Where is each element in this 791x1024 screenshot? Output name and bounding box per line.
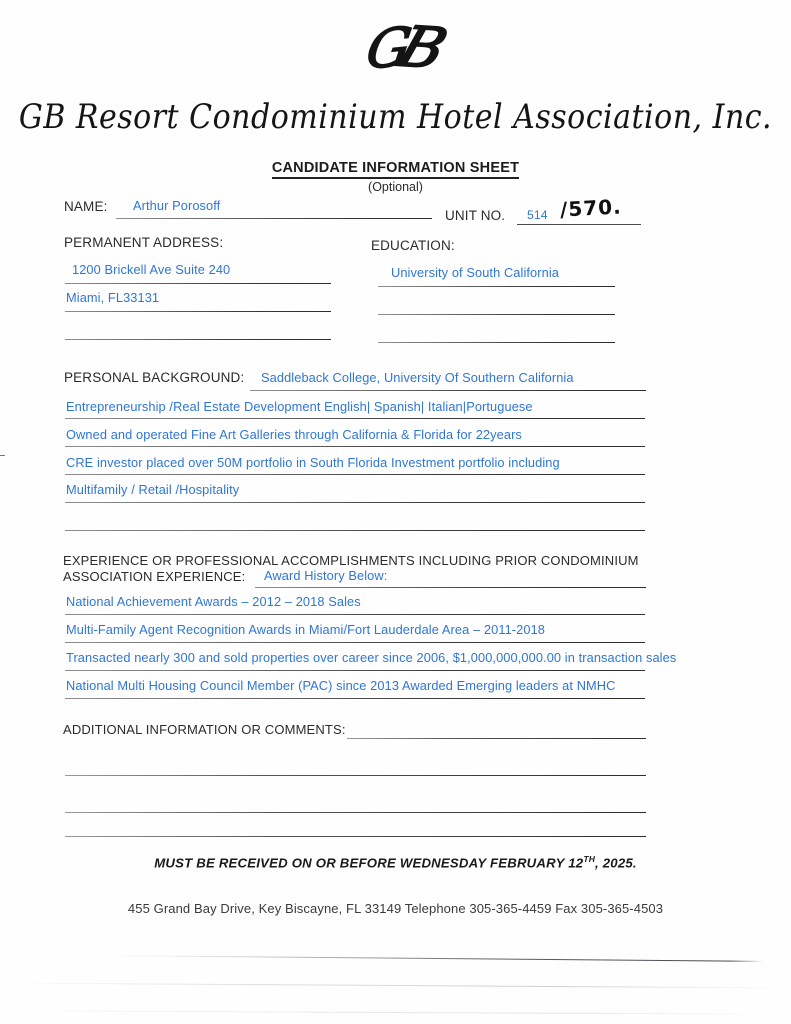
experience-rule-0[interactable] xyxy=(255,587,646,588)
experience-value-2[interactable]: Multi-Family Agent Recognition Awards in Miami/Fort Lauderdale Area – 2011-2018 xyxy=(66,622,546,637)
personal-background-inline-value[interactable]: Saddleback College, University Of Southern California xyxy=(261,370,574,385)
permanent-address-label: PERMANENT ADDRESS: xyxy=(64,235,224,250)
personal-background-value-1[interactable]: Entrepreneurship /Real Estate Development English| Spanish| Italian|Portuguese xyxy=(66,399,533,414)
name-label: NAME: xyxy=(64,199,108,214)
unit-field-rule[interactable] xyxy=(517,224,641,225)
education-label: EDUCATION: xyxy=(371,238,455,253)
personal-background-rule-1[interactable] xyxy=(65,418,645,419)
personal-background-rule-2[interactable] xyxy=(65,446,645,447)
address-value-2[interactable]: Miami, FL33131 xyxy=(66,290,160,305)
additional-rule-1[interactable] xyxy=(347,738,646,739)
unit-label: UNIT NO. xyxy=(445,208,506,223)
personal-background-value-2[interactable]: Owned and operated Fine Art Galleries through California & Florida for 22years xyxy=(66,427,522,442)
deadline-suffix: , 2025. xyxy=(595,855,637,871)
education-rule-3[interactable] xyxy=(378,342,615,343)
scan-artifact-line-3 xyxy=(4,1010,786,1014)
page-title-text: CANDIDATE INFORMATION SHEET xyxy=(272,160,519,179)
experience-value-3[interactable]: Transacted nearly 300 and sold properties over career since 2006, $1,000,000,000.00 in transaction sales xyxy=(66,650,677,665)
scan-edge-tick-left xyxy=(0,455,5,456)
personal-background-rule-0[interactable] xyxy=(250,390,646,391)
experience-label-line1: EXPERIENCE OR PROFESSIONAL ACCOMPLISHMENTS INCLUDING PRIOR CONDOMINIUM xyxy=(63,553,639,568)
page-title xyxy=(0,160,791,176)
scan-artifact-line-2 xyxy=(6,983,784,989)
address-rule-2[interactable] xyxy=(65,311,331,312)
address-rule-3[interactable] xyxy=(65,339,331,340)
gb-monogram-logo: 𝐺𝐵 xyxy=(358,13,433,82)
personal-background-label: PERSONAL BACKGROUND: xyxy=(64,370,245,385)
deadline-ordinal-suffix: TH xyxy=(583,854,596,864)
unit-handwritten-value: /570. xyxy=(559,194,623,222)
unit-value[interactable]: 514 xyxy=(527,208,548,222)
page-subtitle: (Optional) xyxy=(368,180,423,194)
education-rule-2[interactable] xyxy=(378,314,615,315)
address-rule-1[interactable] xyxy=(65,283,331,284)
additional-rule-3[interactable] xyxy=(65,812,646,813)
personal-background-rule-5[interactable] xyxy=(65,530,645,531)
experience-rule-4[interactable] xyxy=(65,698,645,699)
education-value-1[interactable]: University of South California xyxy=(391,265,560,280)
personal-background-rule-3[interactable] xyxy=(65,474,645,475)
experience-label-line2: ASSOCIATION EXPERIENCE: xyxy=(63,569,246,584)
deadline-notice xyxy=(0,854,791,870)
footer-contact-address: 455 Grand Bay Drive, Key Biscayne, FL 33149 Telephone 305-365-4459 Fax 305-365-4503 xyxy=(127,901,664,916)
additional-info-label: ADDITIONAL INFORMATION OR COMMENTS: xyxy=(63,722,346,737)
experience-inline-value[interactable]: Award History Below: xyxy=(264,568,388,583)
personal-background-value-3[interactable]: CRE investor placed over 50M portfolio in South Florida Investment portfolio including xyxy=(66,455,560,470)
name-value[interactable]: Arthur Porosoff xyxy=(133,198,221,213)
experience-value-1[interactable]: National Achievement Awards – 2012 – 2018 Sales xyxy=(66,594,361,609)
deadline-prefix: MUST BE RECEIVED ON OR BEFORE WEDNESDAY FEBRUARY 12 xyxy=(154,855,584,871)
experience-rule-1[interactable] xyxy=(65,614,645,615)
organization-title: GB Resort Condominium Hotel Association, Inc. xyxy=(18,97,773,138)
address-value-1[interactable]: 1200 Brickell Ave Suite 240 xyxy=(72,262,231,277)
experience-rule-2[interactable] xyxy=(65,642,645,643)
education-rule-1[interactable] xyxy=(378,286,615,287)
personal-background-rule-4[interactable] xyxy=(65,502,645,503)
name-field-rule[interactable] xyxy=(116,218,432,219)
scan-artifact-line-1 xyxy=(108,955,763,962)
additional-rule-2[interactable] xyxy=(65,775,646,776)
personal-background-value-4[interactable]: Multifamily / Retail /Hospitality xyxy=(66,482,240,497)
experience-rule-3[interactable] xyxy=(65,670,645,671)
additional-rule-4[interactable] xyxy=(65,836,646,837)
experience-value-4[interactable]: National Multi Housing Council Member (PAC) since 2013 Awarded Emerging leaders at NMHC xyxy=(66,678,616,693)
